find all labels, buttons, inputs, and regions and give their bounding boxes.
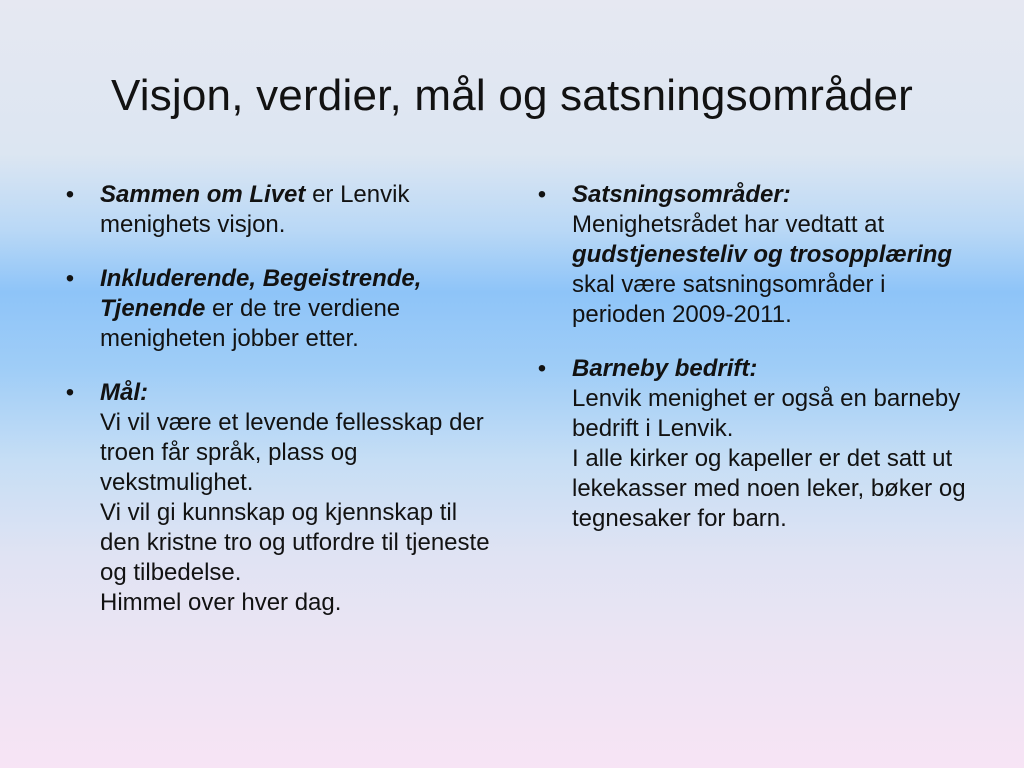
bullet-dot: • (65, 265, 75, 292)
bullet-barneby (532, 354, 972, 534)
bullet-values (60, 264, 500, 354)
goals-paragraph-2: Vi vil gi kunnskap og kjennskap til den kristne tro og utfordre til tjeneste og tilbedelse. (100, 499, 490, 586)
left-bullet-list (60, 180, 500, 642)
bullet-dot: • (65, 181, 75, 208)
bullet-dot: • (537, 355, 547, 382)
focus-areas-text-2: skal være satsningsområder i perioden 2009-2011. (572, 271, 886, 328)
focus-areas-heading: Satsningsområder: (572, 181, 791, 208)
bullet-dot: • (537, 181, 547, 208)
bullet-focus-areas (532, 180, 972, 330)
bullet-dot: • (65, 379, 75, 406)
right-bullet-list (532, 180, 972, 558)
vision-text: er Lenvik menighets visjon. (100, 181, 410, 238)
barneby-paragraph-2: I alle kirker og kapeller er det satt ut lekekasser med noen leker, bøker og tegnesaker for barn. (572, 445, 966, 532)
focus-areas-text-1: Menighetsrådet har vedtatt at (572, 211, 885, 238)
slide-title: Visjon, verdier, mål og satsningsområder (110, 71, 914, 120)
bullet-goals (60, 378, 500, 618)
values-text: er de tre verdiene menigheten jobber etter. (100, 295, 401, 352)
goals-heading: Mål: (100, 379, 148, 406)
bullet-vision (60, 180, 500, 240)
goals-paragraph-1: Vi vil være et levende fellesskap der troen får språk, plass og vekstmulighet. (100, 409, 484, 496)
barneby-heading: Barneby bedrift: (572, 355, 758, 382)
barneby-paragraph-1: Lenvik menighet er også en barneby bedrift i Lenvik. (572, 385, 961, 442)
goals-paragraph-3: Himmel over hver dag. (100, 589, 342, 616)
focus-areas-emphasis: gudstjenesteliv og trosopplæring (572, 241, 953, 268)
vision-emphasis: Sammen om Livet (100, 181, 306, 208)
values-emphasis: Inkluderende, Begeistrende, Tjenende (100, 265, 422, 322)
